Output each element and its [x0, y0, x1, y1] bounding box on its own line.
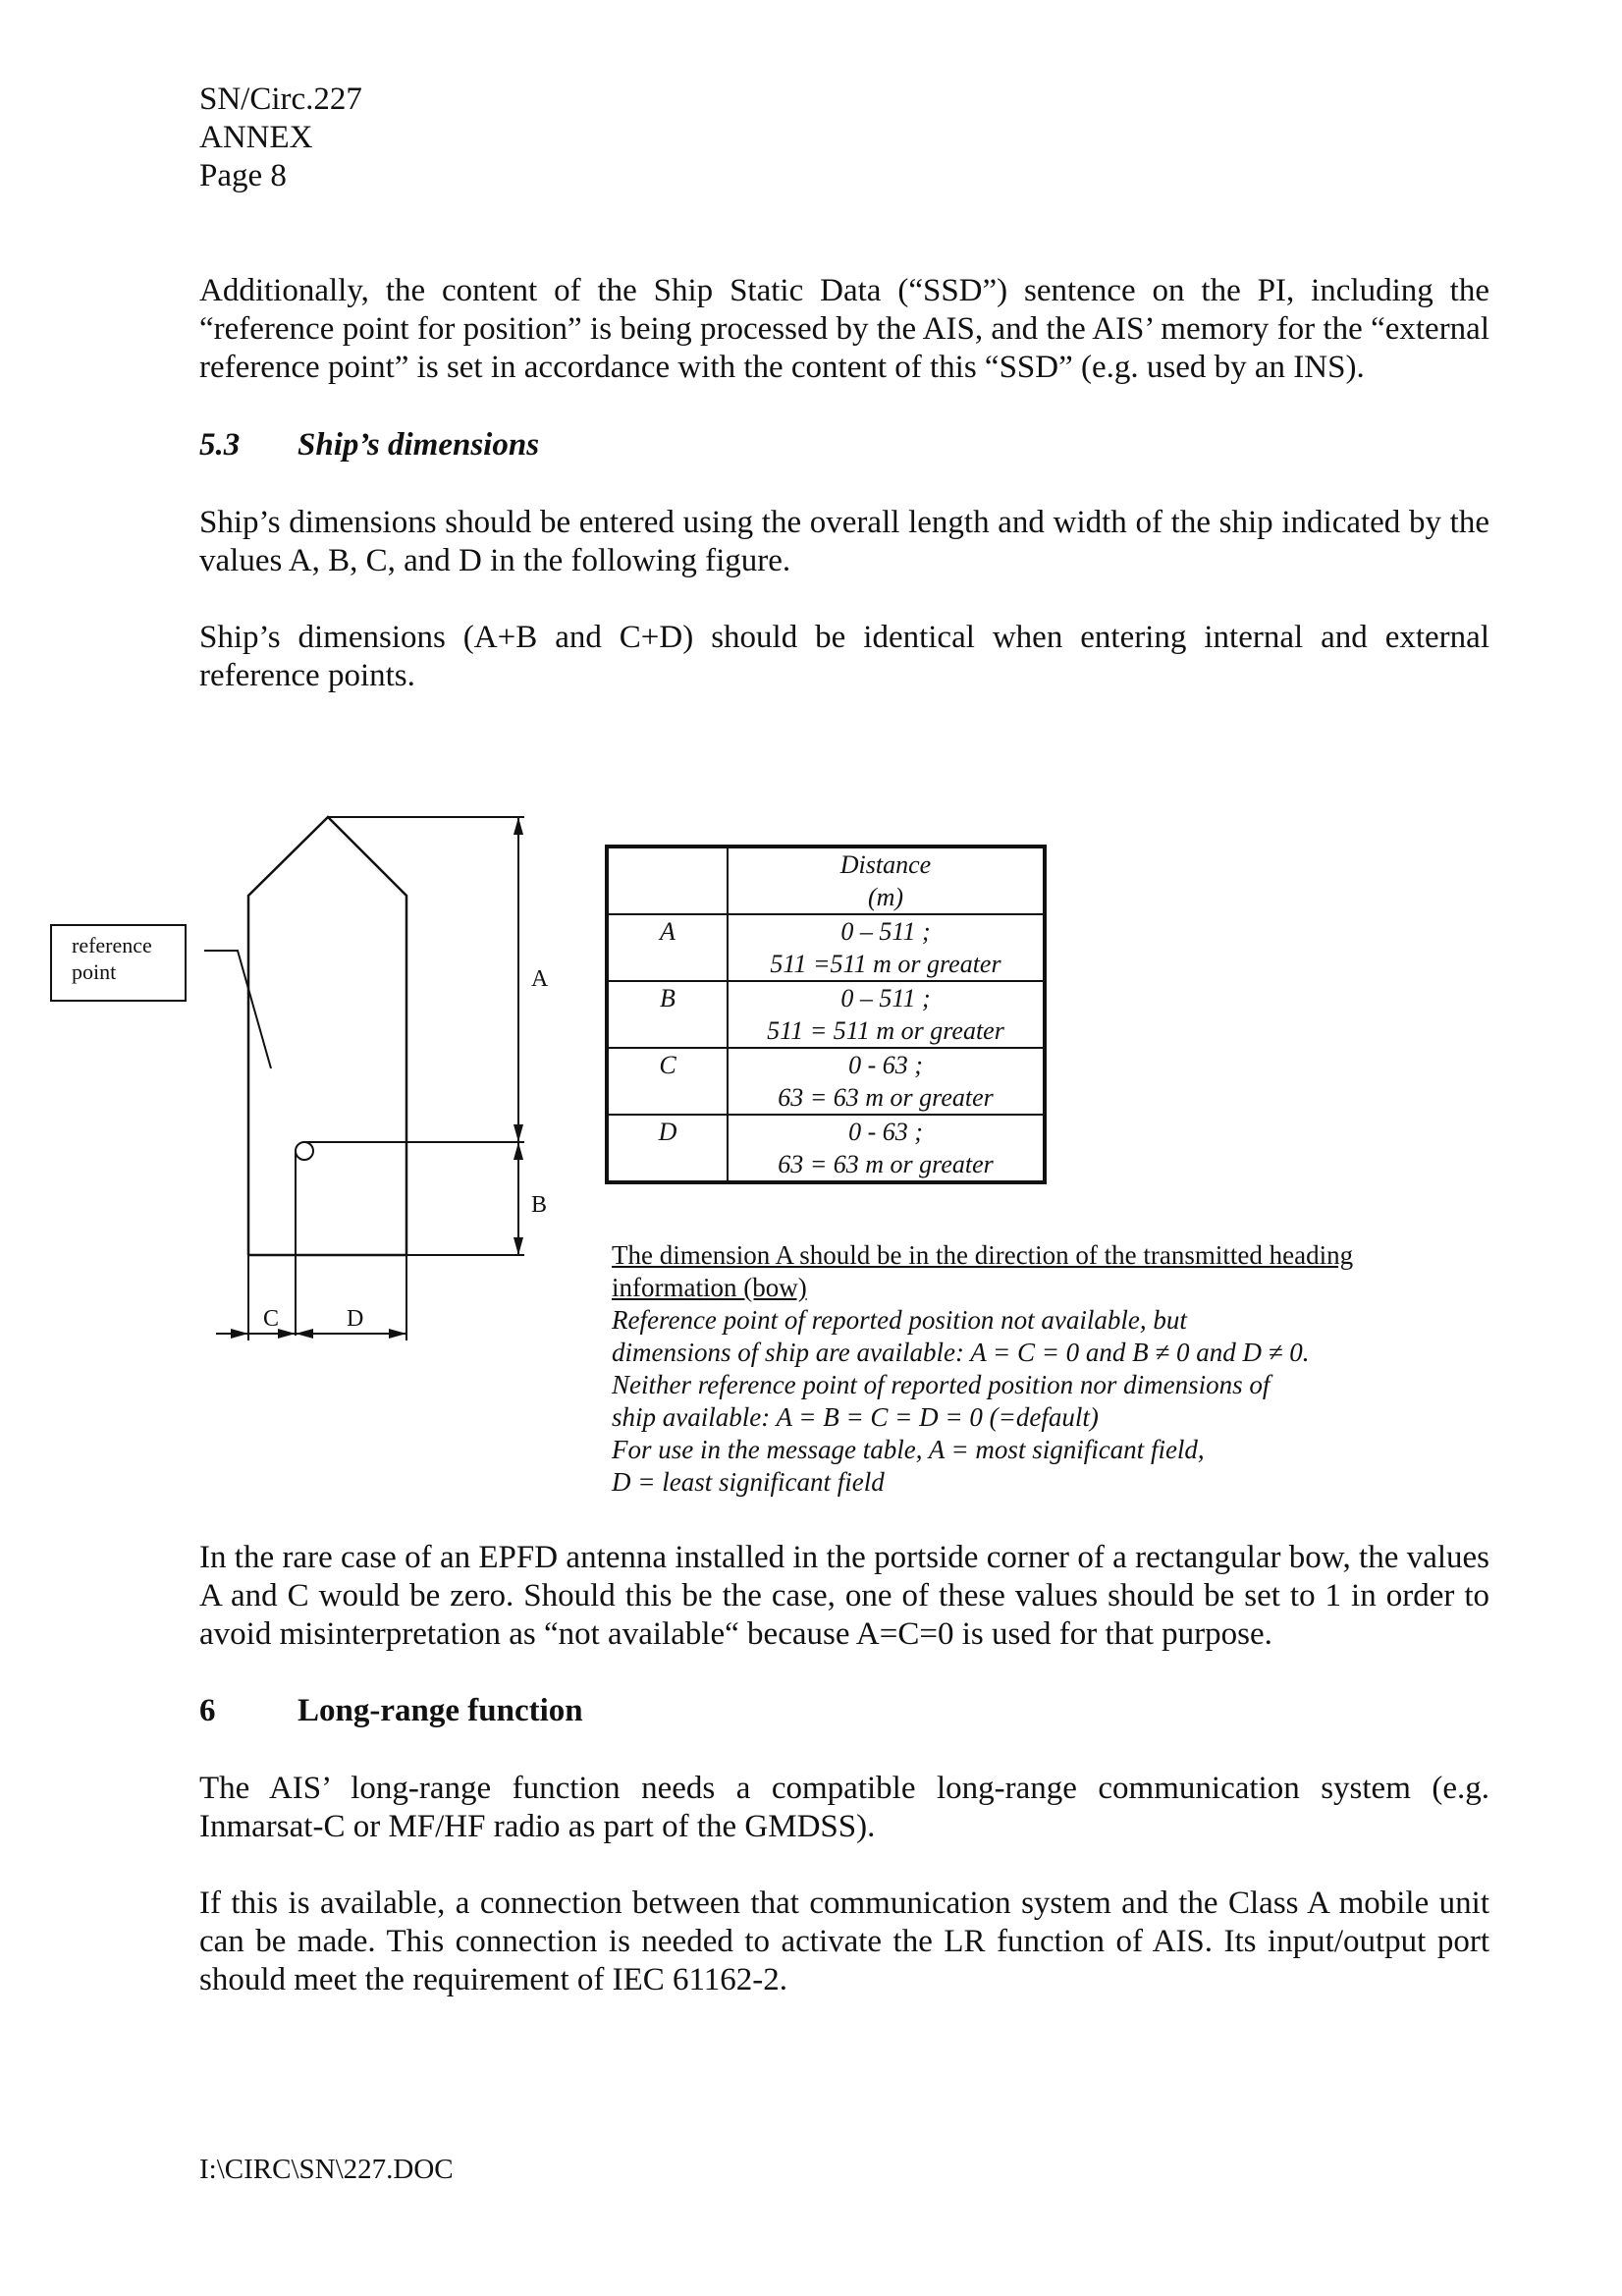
label-d: D: [347, 1306, 364, 1332]
row-value: [728, 914, 1045, 981]
note-direction-line1: The dimension A should be in the direction of the transmitted heading: [612, 1240, 1354, 1270]
row-note: 63 = 63 m or greater: [778, 1150, 994, 1178]
reference-label-line2: point: [72, 959, 117, 984]
annex-label: ANNEX: [199, 120, 313, 155]
epfd-paragraph: In the rare case of an EPFD antenna installed in the portside corner of a rectangular bow, the values A and C would be zero. Should this be the case, one of these values should be set to 1 in order to avoid misinterpretation as “not available“ because A=C=0 is used for that purpose.: [199, 1540, 1489, 1652]
table-row: [607, 914, 1045, 981]
section-6-paragraph-1: The AIS’ long-range function needs a compatible long-range communication system (e.g. Inmarsat-C or MF/HF radio as part of the GMDSS).: [199, 1771, 1489, 1844]
figure-notes: [612, 1239, 1353, 1499]
row-value: [728, 1048, 1045, 1115]
table-row: [607, 1048, 1045, 1115]
note-line4: dimensions of ship are available: A = C = 0 and B ≠ 0 and D ≠ 0.: [612, 1338, 1310, 1367]
row-value: [728, 981, 1045, 1048]
table-header-empty: [607, 847, 728, 914]
note-line8: D = least significant field: [612, 1467, 885, 1497]
section-number: 5.3: [199, 427, 241, 463]
label-a: A: [531, 966, 549, 992]
section-6-paragraph-2: If this is available, a connection between that communication system and the Class A mobile unit can be made. This connection is needed to activate the LR function of AIS. Its input/output port should meet the requirement of IEC 61162-2.: [199, 1886, 1489, 1997]
row-note: 511 = 511 m or greater: [767, 1016, 1004, 1045]
ship-dimensions-diagram: [0, 805, 589, 1355]
table-row: [607, 981, 1045, 1048]
label-c: C: [263, 1306, 280, 1332]
note-line5: Neither reference point of reported position nor dimensions of: [612, 1370, 1271, 1399]
row-key: B: [607, 981, 728, 1048]
note-direction-line2: information (bow): [612, 1273, 807, 1302]
section-5-3-heading: [199, 426, 539, 465]
table-header-distance: [728, 847, 1045, 914]
row-note: 63 = 63 m or greater: [778, 1083, 994, 1112]
row-range: 0 - 63 ;: [848, 1051, 923, 1079]
table-row: [607, 1115, 1045, 1182]
row-value: [728, 1115, 1045, 1182]
table-header-row: [607, 847, 1045, 914]
label-b: B: [531, 1192, 548, 1218]
note-line6: ship available: A = B = C = D = 0 (=default): [612, 1402, 1099, 1432]
row-range: 0 – 511 ;: [840, 917, 931, 946]
reference-label-line1: reference: [72, 933, 152, 957]
section-6-heading: [199, 1692, 583, 1730]
ship-hull-outline: [248, 817, 406, 1255]
section-5-3-paragraph-2: Ship’s dimensions (A+B and C+D) should be identical when entering internal and external reference points.: [199, 620, 1489, 693]
row-range: 0 - 63 ;: [848, 1118, 923, 1146]
reference-point-circle: [296, 1142, 313, 1160]
section-title: Long-range function: [297, 1693, 583, 1728]
intro-paragraph: Additionally, the content of the Ship Static Data (“SSD”) sentence on the PI, including the “reference point for position” is being processed by the AIS, and the AIS’ memory for the “external reference point” is set in accordance with the content of this “SSD” (e.g. used by an INS).: [199, 273, 1489, 385]
distance-table: [605, 845, 1047, 1184]
note-line3: Reference point of reported position not available, but: [612, 1305, 1187, 1335]
row-range: 0 – 511 ;: [840, 984, 931, 1012]
page-number: Page 8: [199, 158, 287, 193]
row-key: D: [607, 1115, 728, 1182]
reference-pointer-line: [204, 951, 271, 1068]
file-path-footer: I:\CIRC\SN\227.DOC: [199, 2154, 454, 2185]
section-number: 6: [199, 1693, 216, 1728]
section-title: Ship’s dimensions: [297, 427, 540, 463]
row-key: C: [607, 1048, 728, 1115]
header-distance-label: Distance: [839, 850, 932, 879]
document-header: [199, 81, 362, 195]
row-note: 511 =511 m or greater: [770, 950, 1001, 978]
note-line7: For use in the message table, A = most significant field,: [612, 1435, 1205, 1464]
circular-number: SN/Circ.227: [199, 82, 362, 117]
header-unit-label: (m): [867, 883, 904, 911]
row-key: A: [607, 914, 728, 981]
section-5-3-paragraph-1: Ship’s dimensions should be entered using the overall length and width of the ship indicated by the values A, B, C, and D in the following figure.: [199, 505, 1489, 578]
